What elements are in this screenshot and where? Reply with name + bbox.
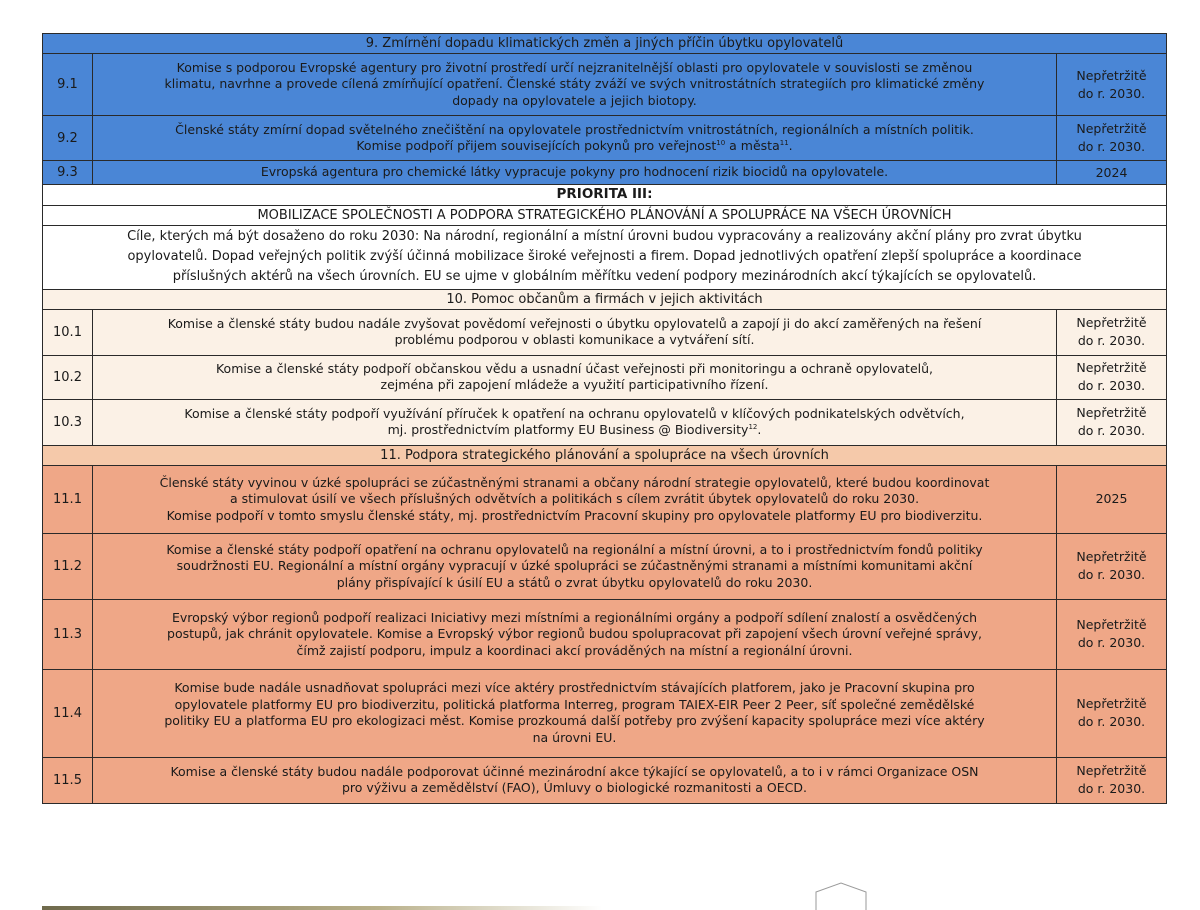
text-line: Komise a členské státy budou nadále zvyšovat povědomí veřejnosti o úbytku opylovatelů a zapojí ji do akcí zaměřených na řešení: [167, 315, 982, 331]
table-row: [43, 309, 1167, 355]
text-line: klimatu, navrhne a provede cílená zmírňující opatření. Členské státy zváží ve svých vnitrostátních strategiích pro klimatické změny: [164, 76, 985, 92]
row-number: 11.3: [43, 599, 93, 669]
row-deadline: 2025: [1057, 465, 1167, 533]
row-number: 9.2: [43, 116, 93, 161]
deadline-line: Nepřetržitě: [1076, 696, 1147, 712]
row-text: [93, 533, 1057, 599]
deadline-line: do r. 2030.: [1077, 781, 1146, 797]
actions-table: [42, 33, 1167, 804]
priority-goals-row: [43, 226, 1167, 289]
text-line: mj. prostřednictvím platformy EU Business @ Biodiversity: [387, 422, 749, 438]
table-row: [43, 399, 1167, 445]
text-line: politiky EU a platforma EU pro ekologizaci měst. Komise prozkoumá další potřeby pro zvýšení kapacity spolupráce mezi více aktéry: [164, 713, 985, 729]
deadline-line: Nepřetržitě: [1076, 315, 1147, 331]
footer-decoration-bar: [42, 906, 602, 910]
section-10-heading-row: [43, 289, 1167, 309]
text-line: Komise s podporou Evropské agentury pro životní prostředí určí nejzranitelnější oblasti pro opylovatele v souvislosti se změnou: [176, 59, 973, 75]
text-line: pro výživu a zemědělství (FAO), Úmluvy o biologické rozmanitosti a OECD.: [342, 780, 807, 796]
text-line: Cíle, kterých má být dosaženo do roku 2030: Na národní, regionální a místní úrovni budou vypracovány a realizovány akční plány pro zvrat úbytku: [127, 229, 1082, 245]
text-line: a stimulovat úsilí ve všech příslušných odvětvích a politikách s cílem zvrátit úbytek opylovatelů do roku 2030.: [229, 491, 920, 507]
text-line: opylovatelů. Dopad veřejných politik zvýší účinná mobilizace široké veřejnosti a firem. Dopad jednotlivých opatření zlepší spolupráce a koordinace: [127, 249, 1082, 265]
table-row: [43, 669, 1167, 757]
row-deadline: [1057, 54, 1167, 116]
deadline-line: Nepřetržitě: [1076, 67, 1147, 83]
deadline-line: do r. 2030.: [1077, 333, 1146, 349]
row-text: [93, 355, 1057, 399]
deadline-line: Nepřetržitě: [1076, 360, 1147, 376]
text-line: a města: [725, 138, 780, 154]
page-tab-shape: [815, 882, 867, 910]
row-number: 11.2: [43, 533, 93, 599]
table-row: [43, 161, 1167, 185]
text-line: zejména při zapojení mládeže a využití participativního řízení.: [380, 377, 769, 393]
priority-subtitle: MOBILIZACE SPOLEČNOSTI A PODPORA STRATEGICKÉHO PLÁNOVÁNÍ A SPOLUPRÁCE NA VŠECH ÚROVNÍCH: [43, 205, 1167, 225]
row-number: 10.1: [43, 309, 93, 355]
row-deadline: [1057, 309, 1167, 355]
text-line: soudržnosti EU. Regionální a místní orgány vypracují v úzké spolupráci se zúčastněnými stranami a místními komunitami akční: [176, 558, 973, 574]
row-number: 9.1: [43, 54, 93, 116]
deadline-line: Nepřetržitě: [1076, 763, 1147, 779]
section-heading: 11. Podpora strategického plánování a spolupráce na všech úrovních: [43, 445, 1167, 465]
text-line: Komise podpoří přijem souvisejících pokynů pro veřejnost: [356, 138, 717, 154]
text-line: čímž zajistí podporu, impulz a koordinaci akcí prováděných na místní a regionální úrovni.: [296, 642, 853, 658]
row-number: 11.4: [43, 669, 93, 757]
priority-goals: [43, 226, 1167, 289]
text-line: na úrovni EU.: [532, 729, 617, 745]
text-line: opylovatele platformy EU pro biodiverzitu, politická platforma Interreg, program TAIEX-EIR Peer 2 Peer, síť společné zemědělské: [174, 696, 975, 712]
row-text: [93, 116, 1057, 161]
row-deadline: [1057, 399, 1167, 445]
section-heading: 9. Zmírnění dopadu klimatických změn a jiných příčin úbytku opylovatelů: [43, 34, 1167, 54]
deadline-line: do r. 2030.: [1077, 635, 1146, 651]
priority-title: PRIORITA III:: [43, 185, 1167, 206]
text-line: příslušných aktérů na všech úrovních. EU se ujme v globálním měřítku vedení podpory mezinárodních akcí týkajících se opylovatelů.: [172, 269, 1037, 285]
table-row: [43, 54, 1167, 116]
row-deadline: [1057, 116, 1167, 161]
row-deadline: [1057, 533, 1167, 599]
row-text: [93, 54, 1057, 116]
section-heading: 10. Pomoc občanům a firmách v jejich aktivitách: [43, 289, 1167, 309]
text-line: Komise podpoří v tomto smyslu členské státy, mj. prostřednictvím Pracovní skupiny pro opylovatele platformy EU pro biodiverzitu.: [166, 507, 983, 523]
text-line: postupů, jak chránit opylovatele. Komise a Evropský výbor regionů budou spolupracovat při zapojení všech úrovní veřejné správy,: [167, 626, 982, 642]
deadline-line: Nepřetržitě: [1076, 405, 1147, 421]
deadline-line: do r. 2030.: [1077, 378, 1146, 394]
row-number: 9.3: [43, 161, 93, 185]
text-line: .: [788, 138, 793, 154]
row-deadline: 2024: [1057, 161, 1167, 185]
table-row: [43, 116, 1167, 161]
section-11-heading-row: [43, 445, 1167, 465]
row-number: 11.1: [43, 465, 93, 533]
text-line: Komise bude nadále usnadňovat spolupráci mezi více aktéry prostřednictvím stávajících platforem, jako je Pracovní skupina pro: [174, 680, 975, 696]
priority-title-row: [43, 185, 1167, 206]
row-deadline: [1057, 599, 1167, 669]
text-line: problému podporou v oblasti komunikace a vytváření sítí.: [394, 332, 755, 348]
deadline-line: Nepřetržitě: [1076, 549, 1147, 565]
deadline-line: do r. 2030.: [1077, 567, 1146, 583]
table-row: [43, 533, 1167, 599]
text-line: .: [757, 422, 762, 438]
row-text: [93, 757, 1057, 803]
row-text: [93, 309, 1057, 355]
text-line: Komise a členské státy budou nadále podporovat účinné mezinárodní akce týkající se opylovatelů, a to i v rámci Organizace OSN: [170, 763, 979, 779]
deadline-line: do r. 2030.: [1077, 714, 1146, 730]
text-line: plány přispívající k úsilí EU a států o zvrat úbytku opylovatelů do roku 2030.: [336, 574, 813, 590]
text-line: Členské státy vyvinou v úzké spolupráci se zúčastněnými stranami a občany národní strategie opylovatelů, které budou koordinovat: [159, 474, 990, 490]
row-text: [93, 465, 1057, 533]
row-number: 11.5: [43, 757, 93, 803]
row-deadline: [1057, 355, 1167, 399]
deadline-line: do r. 2030.: [1077, 139, 1146, 155]
deadline-line: do r. 2030.: [1077, 423, 1146, 439]
deadline-line: Nepřetržitě: [1076, 121, 1147, 137]
text-line: Komise a členské státy podpoří využívání příruček k opatření na ochranu opylovatelů v klíčových podnikatelských odvětvích,: [184, 405, 965, 421]
deadline-line: Nepřetržitě: [1076, 617, 1147, 633]
footnote-ref: 10: [716, 139, 726, 147]
priority-subtitle-row: [43, 205, 1167, 225]
row-text: [93, 399, 1057, 445]
row-text: [93, 599, 1057, 669]
table-row: [43, 599, 1167, 669]
section-9-heading-row: [43, 34, 1167, 54]
row-number: 10.3: [43, 399, 93, 445]
row-text: Evropská agentura pro chemické látky vypracuje pokyny pro hodnocení rizik biocidů na opylovatele.: [93, 161, 1057, 185]
table-row: [43, 465, 1167, 533]
footnote-ref: 11: [779, 139, 789, 147]
deadline-line: do r. 2030.: [1077, 85, 1146, 101]
text-line: Evropský výbor regionů podpoří realizaci Iniciativy mezi místními a regionálními orgány a podpoří sdílení znalostí a osvědčených: [171, 609, 978, 625]
table-row: [43, 757, 1167, 803]
text-line: Komise a členské státy podpoří občanskou vědu a usnadní účast veřejnosti při monitoringu a ochraně opylovatelů,: [215, 360, 934, 376]
table-row: [43, 355, 1167, 399]
text-line: Komise a členské státy podpoří opatření na ochranu opylovatelů na regionální a místní úrovni, a to i prostřednictvím fondů politiky: [166, 541, 983, 557]
row-deadline: [1057, 757, 1167, 803]
text-line: Členské státy zmírní dopad světelného znečištění na opylovatele prostřednictvím vnitrostátních, regionálních a místních politik.: [175, 121, 974, 137]
text-line: dopady na opylovatele a jejich biotopy.: [452, 92, 697, 108]
row-text: [93, 669, 1057, 757]
row-number: 10.2: [43, 355, 93, 399]
row-deadline: [1057, 669, 1167, 757]
footnote-ref: 12: [748, 423, 758, 432]
